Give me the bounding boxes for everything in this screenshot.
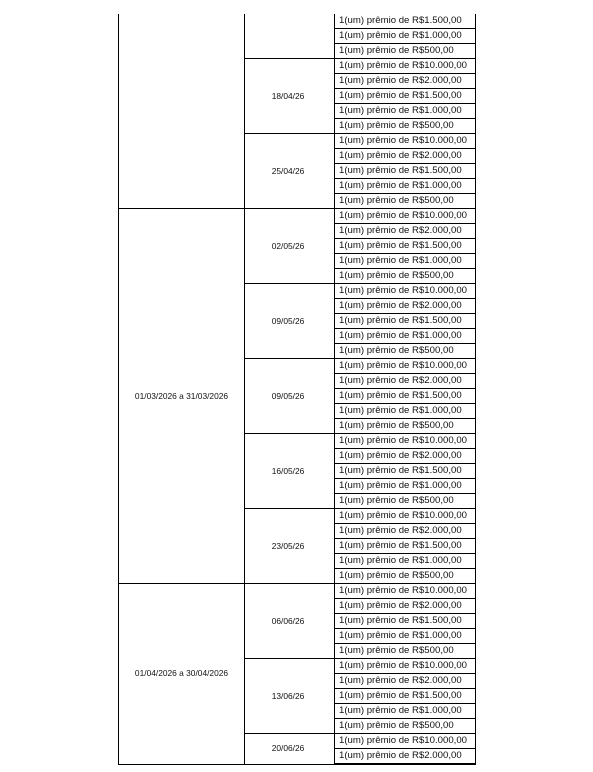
prize-cell: 1(um) prêmio de R$500,00 <box>339 345 454 356</box>
prize-cell: 1(um) prêmio de R$1.500,00 <box>339 240 462 251</box>
prize-cell: 1(um) prêmio de R$1.000,00 <box>339 30 462 41</box>
prize-cell: 1(um) prêmio de R$1.000,00 <box>339 705 462 716</box>
prize-cell: 1(um) prêmio de R$1.000,00 <box>339 630 462 641</box>
prize-cell: 1(um) prêmio de R$1.500,00 <box>339 15 462 26</box>
date-row-line <box>244 733 334 734</box>
draw-date: 16/05/26 <box>271 465 305 476</box>
draw-date: 09/05/26 <box>271 390 305 401</box>
prize-cell: 1(um) prêmio de R$2.000,00 <box>339 525 462 536</box>
border-date-divider <box>334 14 335 764</box>
prize-cell: 1(um) prêmio de R$10.000,00 <box>339 135 467 146</box>
prize-cell: 1(um) prêmio de R$2.000,00 <box>339 300 462 311</box>
participation-period: 01/04/2026 a 30/04/2026 <box>134 668 229 678</box>
prize-cell: 1(um) prêmio de R$500,00 <box>339 420 454 431</box>
prize-cell: 1(um) prêmio de R$10.000,00 <box>339 60 467 71</box>
date-row-line <box>244 433 334 434</box>
prize-cell: 1(um) prêmio de R$1.000,00 <box>339 105 462 116</box>
prize-cell: 1(um) prêmio de R$1.500,00 <box>339 465 462 476</box>
date-row-line <box>244 583 334 584</box>
prize-cell: 1(um) prêmio de R$1.500,00 <box>339 315 462 326</box>
date-row-line <box>244 283 334 284</box>
prize-cell: 1(um) prêmio de R$2.000,00 <box>339 450 462 461</box>
draw-date: 18/04/26 <box>271 90 305 101</box>
prize-cell: 1(um) prêmio de R$500,00 <box>339 195 454 206</box>
draw-date: 09/05/26 <box>271 315 305 326</box>
draw-date: 13/06/26 <box>271 690 305 701</box>
prize-cell: 1(um) prêmio de R$10.000,00 <box>339 360 467 371</box>
prize-cell: 1(um) prêmio de R$500,00 <box>339 720 454 731</box>
prize-cell: 1(um) prêmio de R$1.500,00 <box>339 540 462 551</box>
prize-cell: 1(um) prêmio de R$10.000,00 <box>339 585 467 596</box>
draw-date: 23/05/26 <box>271 540 305 551</box>
prize-cell: 1(um) prêmio de R$500,00 <box>339 120 454 131</box>
draw-date: 25/04/26 <box>271 165 305 176</box>
prize-cell: 1(um) prêmio de R$1.500,00 <box>339 690 462 701</box>
border-bottom <box>118 764 476 765</box>
prize-cell: 1(um) prêmio de R$2.000,00 <box>339 150 462 161</box>
period-row-line <box>118 208 244 209</box>
prize-cell: 1(um) prêmio de R$1.000,00 <box>339 330 462 341</box>
draw-date: 06/06/26 <box>271 615 305 626</box>
prize-cell: 1(um) prêmio de R$2.000,00 <box>339 600 462 611</box>
prize-cell: 1(um) prêmio de R$1.500,00 <box>339 165 462 176</box>
prize-cell: 1(um) prêmio de R$500,00 <box>339 570 454 581</box>
prize-cell: 1(um) prêmio de R$1.500,00 <box>339 615 462 626</box>
prize-cell: 1(um) prêmio de R$10.000,00 <box>339 510 467 521</box>
prize-cell: 1(um) prêmio de R$1.500,00 <box>339 90 462 101</box>
date-row-line <box>244 133 334 134</box>
prize-cell: 1(um) prêmio de R$2.000,00 <box>339 750 462 761</box>
prize-cell: 1(um) prêmio de R$1.000,00 <box>339 180 462 191</box>
participation-period: 01/03/2026 a 31/03/2026 <box>134 390 229 401</box>
prize-cell: 1(um) prêmio de R$1.000,00 <box>339 555 462 566</box>
prize-cell: 1(um) prêmio de R$500,00 <box>339 495 454 506</box>
prize-cell: 1(um) prêmio de R$500,00 <box>339 645 454 656</box>
prize-cell: 1(um) prêmio de R$10.000,00 <box>339 285 467 296</box>
period-row-line <box>118 583 244 584</box>
prize-cell: 1(um) prêmio de R$2.000,00 <box>339 225 462 236</box>
prize-cell: 1(um) prêmio de R$10.000,00 <box>339 660 467 671</box>
draw-date: 02/05/26 <box>271 240 305 251</box>
date-row-line <box>244 358 334 359</box>
prize-cell: 1(um) prêmio de R$10.000,00 <box>339 735 467 746</box>
prize-cell: 1(um) prêmio de R$10.000,00 <box>339 210 467 221</box>
prize-cell: 1(um) prêmio de R$1.000,00 <box>339 405 462 416</box>
prize-cell: 1(um) prêmio de R$1.000,00 <box>339 255 462 266</box>
prize-cell: 1(um) prêmio de R$1.500,00 <box>339 390 462 401</box>
prize-cell: 1(um) prêmio de R$1.000,00 <box>339 480 462 491</box>
prize-cell: 1(um) prêmio de R$10.000,00 <box>339 435 467 446</box>
date-row-line <box>244 208 334 209</box>
date-row-line <box>244 658 334 659</box>
prize-cell: 1(um) prêmio de R$500,00 <box>339 270 454 281</box>
date-row-line <box>244 58 334 59</box>
prize-cell: 1(um) prêmio de R$2.000,00 <box>339 675 462 686</box>
date-row-line <box>244 508 334 509</box>
prize-cell: 1(um) prêmio de R$500,00 <box>339 45 454 56</box>
draw-date: 20/06/26 <box>271 743 305 753</box>
prize-cell: 1(um) prêmio de R$2.000,00 <box>339 75 462 86</box>
prize-cell: 1(um) prêmio de R$2.000,00 <box>339 375 462 386</box>
